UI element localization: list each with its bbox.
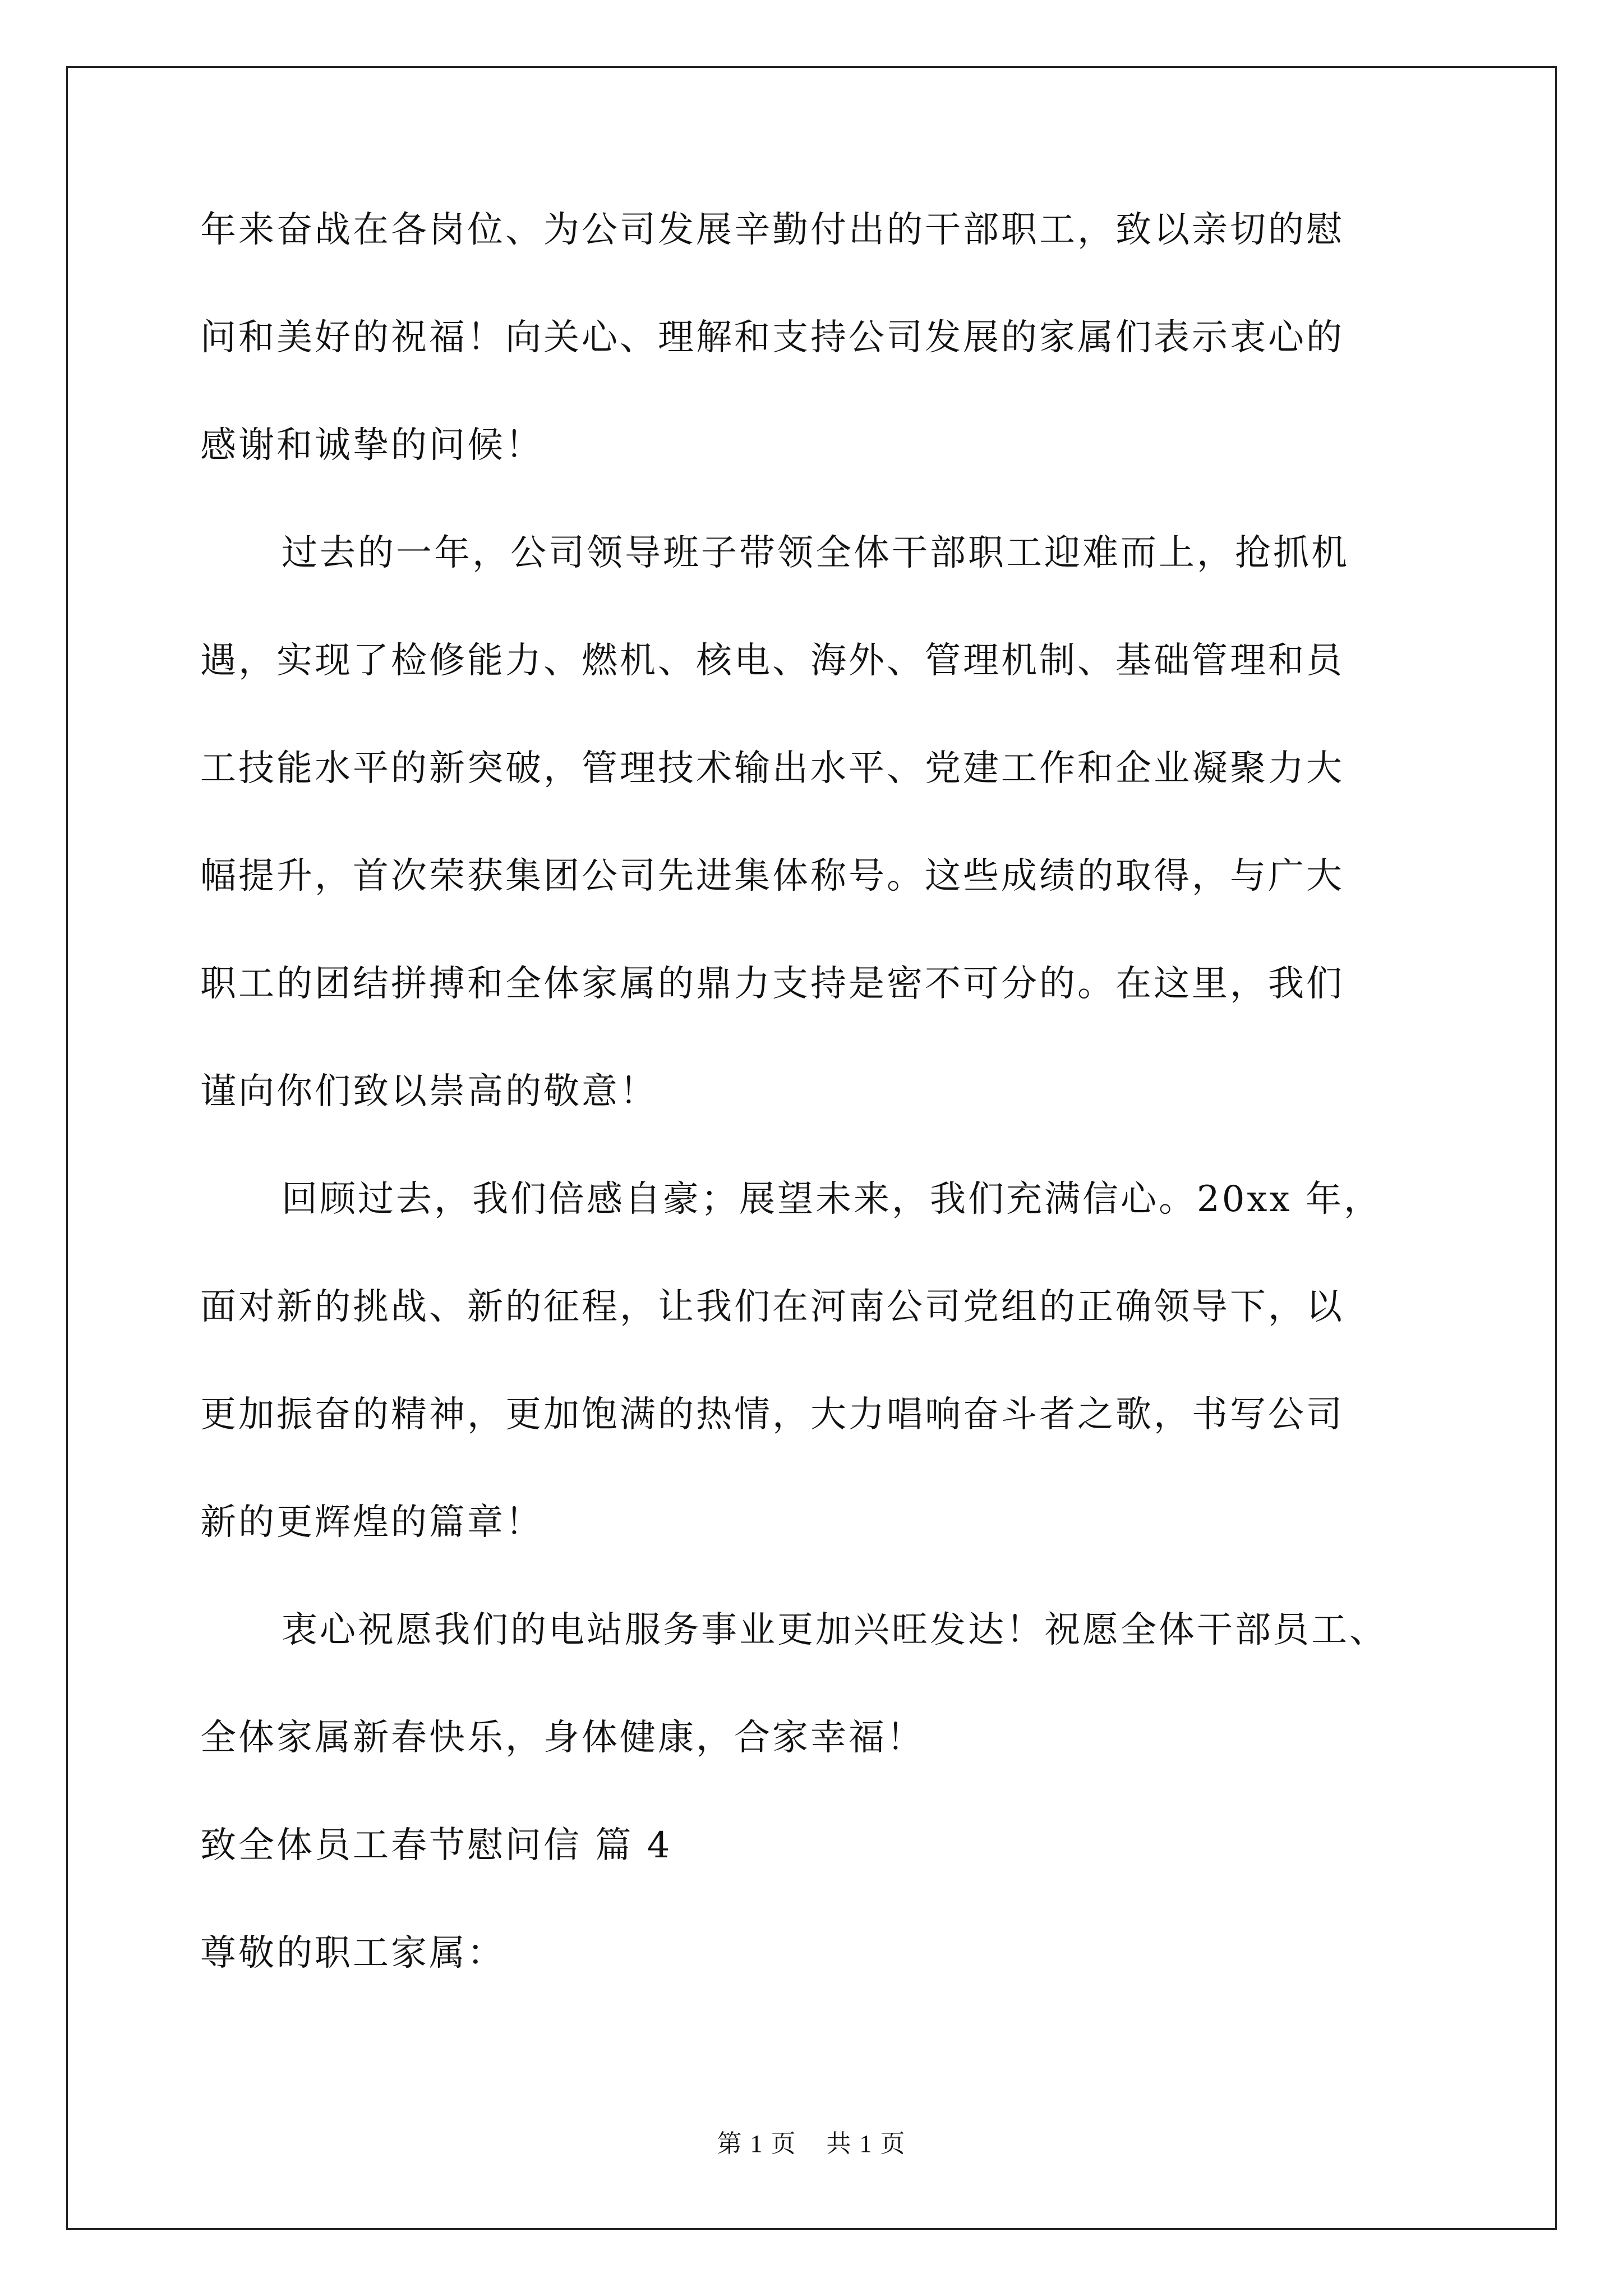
page-footer (0, 2123, 1623, 2159)
text-line: 职工的团结拼搏和全体家属的鼎力支持是密不可分的。在这里，我们 (200, 963, 1344, 1005)
text-line: 年来奋战在各岗位、为公司发展辛勤付出的干部职工，致以亲切的慰 (200, 209, 1344, 251)
text-line: 面对新的挑战、新的征程，让我们在河南公司党组的正确领导下，以 (200, 1286, 1344, 1328)
document-body (200, 208, 1428, 2039)
section-heading: 致全体员工春节慰问信 篇 4 (200, 1825, 672, 1866)
text-line: 谨向你们致以崇高的敬意！ (200, 1071, 658, 1112)
text-line: 工技能水平的新突破，管理技术输出水平、党建工作和企业凝聚力大 (200, 748, 1344, 789)
text-line: 遇，实现了检修能力、燃机、核电、海外、管理机制、基础管理和员 (200, 640, 1344, 682)
text-line: 新的更辉煌的篇章！ (200, 1502, 543, 1543)
page-number: 第 1 页 (717, 2130, 797, 2157)
paragraph-start-line: 过去的一年，公司领导班子带领全体干部职工迎难而上，抢抓机 (282, 532, 1349, 574)
text-line: 感谢和诚挚的问候！ (200, 425, 543, 466)
paragraph-start-line: 衷心祝愿我们的电站服务事业更加兴旺发达！祝愿全体干部员工、 (282, 1609, 1387, 1651)
salutation: 尊敬的职工家属： (200, 1932, 505, 1974)
text-line: 全体家属新春快乐，身体健康，合家幸福！ (200, 1717, 925, 1759)
text-line: 更加振奋的精神，更加饱满的热情，大力唱响奋斗者之歌，书写公司 (200, 1394, 1344, 1435)
text-line: 问和美好的祝福！向关心、理解和支持公司发展的家属们表示衷心的 (200, 317, 1344, 358)
page-total: 共 1 页 (826, 2130, 906, 2157)
text-line: 幅提升，首次荣获集团公司先进集体称号。这些成绩的取得，与广大 (200, 855, 1344, 897)
paragraph-start-line: 回顾过去，我们倍感自豪；展望未来，我们充满信心。20xx 年， (282, 1179, 1382, 1220)
